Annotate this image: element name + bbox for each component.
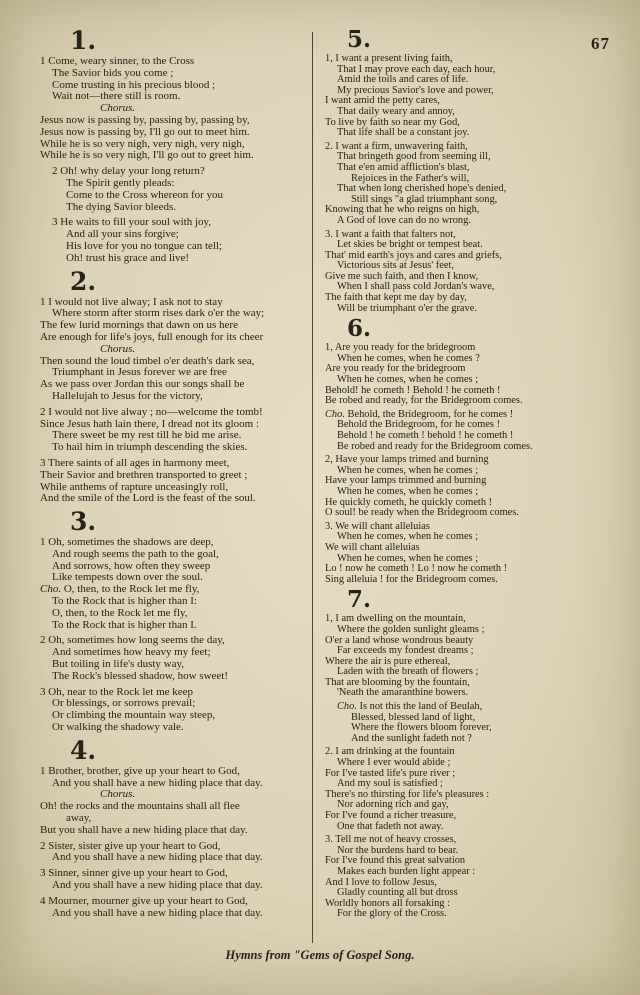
hymn-line: Since Jesus hath lain there, I dread not its gloom : bbox=[40, 417, 260, 430]
hymn-line: And the sunlight fadeth not ? bbox=[351, 732, 472, 744]
stanza bbox=[325, 230, 620, 315]
hymn-number: 5. bbox=[347, 26, 372, 53]
hymn-line: Are enough for life's joys, full enough for its cheer bbox=[40, 330, 264, 343]
stanza bbox=[325, 614, 620, 699]
hymn-line: When he comes, when he comes ; bbox=[337, 374, 479, 386]
hymn-line: And I love to follow Jesus, bbox=[325, 876, 437, 888]
hymn-line: 1 Oh, sometimes the shadows are deep, bbox=[40, 536, 214, 549]
hymn-line: While anthems of rapture unceasingly roll, bbox=[40, 480, 229, 493]
hymn-line: There's no thirsting for life's pleasures : bbox=[325, 788, 490, 800]
hymn-line: Behold! he cometh ! Behold ! he cometh ! bbox=[325, 384, 501, 396]
hymn-line: When I shall pass cold Jordan's wave, bbox=[337, 281, 495, 293]
hymn-line: That life shall be a constant joy. bbox=[337, 127, 470, 139]
chorus-label: Chorus. bbox=[100, 102, 136, 115]
hymn-line: When he comes, when he comes ; bbox=[337, 485, 479, 497]
stanza bbox=[40, 896, 302, 920]
hymn-number: 6. bbox=[347, 315, 372, 343]
hymn-line: 2 I would not live alway ; no—welcome the tomb! bbox=[40, 405, 263, 418]
hymn-line: 'Neath the amaranthine bowers. bbox=[337, 687, 469, 699]
hymn-line: Their Savior and brethren transported to greet ; bbox=[40, 468, 248, 481]
hymn-line: That' mid earth's joys and cares and griefs, bbox=[325, 249, 502, 261]
columns-container bbox=[40, 26, 620, 943]
footer-caption: Hymns from "Gems of Gospel Song. bbox=[225, 948, 415, 962]
hymn-line: Oh! the rocks and the mountains shall all flee bbox=[40, 800, 240, 813]
hymn-line: Rejoices in the Father's will, bbox=[351, 172, 470, 184]
hymn-line: For the glory of the Cross. bbox=[337, 908, 447, 920]
stanza bbox=[40, 458, 302, 505]
hymn-line: When he comes, when he comes ; bbox=[337, 531, 479, 543]
hymn-line: The Rock's blessed shadow, how sweet! bbox=[52, 669, 229, 682]
hymn-line: Give me such faith, and then I know, bbox=[325, 270, 479, 282]
hymn-line: Let skies be bright or tempest beat. bbox=[337, 239, 483, 251]
hymn-line: That e'en amid affliction's blast, bbox=[337, 161, 470, 173]
hymn-line: And you shall have a new hiding place that day. bbox=[52, 776, 263, 789]
hymn-number: 1. bbox=[70, 26, 97, 55]
hymn-line: 1, I want a present living faith, bbox=[325, 53, 453, 64]
stanza bbox=[325, 343, 620, 407]
hymn-line: 2. I am drinking at the fountain bbox=[325, 746, 455, 758]
hymn-line: That bringeth good from seeming ill, bbox=[337, 151, 491, 163]
hymn-line: Where the air is pure ethereal, bbox=[325, 655, 451, 667]
chorus-abbrev: Cho. bbox=[337, 701, 360, 713]
hymn-line: The Savior bids you come ; bbox=[52, 66, 174, 79]
hymn-line: O soul! be ready when the Bridegroom comes. bbox=[325, 507, 519, 519]
hymn-line: When he comes, when he comes ? bbox=[337, 352, 480, 364]
chorus-abbrev: Cho. bbox=[40, 583, 64, 596]
hymn-line: That are blooming by the fountain, bbox=[325, 676, 470, 688]
hymn-line: Be robed and ready for the Bridegroom comes. bbox=[337, 440, 533, 452]
hymn-line: 2. I want a firm, unwavering faith, bbox=[325, 140, 468, 152]
hymn-line: 3 Sinner, sinner give up your heart to God, bbox=[40, 867, 228, 880]
hymn-line: To the Rock that is higher than I: bbox=[52, 595, 197, 608]
hymn-line: Where the flowers bloom forever, bbox=[351, 722, 492, 734]
hymn-line: Lo ! now he cometh ! Lo ! now he cometh ! bbox=[325, 563, 508, 575]
stanza bbox=[40, 56, 302, 162]
hymn-line: When he comes, when he comes ; bbox=[337, 552, 479, 564]
stanza bbox=[40, 868, 302, 892]
hymn-line: The faith that kept me day by day, bbox=[325, 292, 467, 304]
hymn-line: 2 Oh, sometimes how long seems the day, bbox=[40, 634, 225, 647]
hymn-line: A God of love can do no wrong. bbox=[337, 214, 471, 226]
hymn-line: The Spirit gently pleads: bbox=[66, 176, 175, 189]
hymn-line: To the Rock that is higher than I. bbox=[52, 618, 197, 631]
hymn-line: 3 Oh, near to the Rock let me keep bbox=[40, 685, 194, 698]
hymn-line: Or walking the shadowy vale. bbox=[52, 721, 184, 734]
hymn-line: There sweet be my rest till he bid me arise. bbox=[52, 429, 242, 442]
hymn-line: Amid the toils and cares of life. bbox=[337, 74, 469, 86]
hymn-line: 3. We will chant alleluias bbox=[325, 520, 430, 532]
hymn-line: His love for you no tongue can tell; bbox=[66, 239, 223, 252]
hymn-line: Hallelujah to Jesus for the victory, bbox=[52, 389, 203, 402]
hymn-line: That daily weary and annoy, bbox=[337, 105, 455, 117]
hymn-line: Then sound the loud timbel o'er death's dark sea, bbox=[40, 354, 255, 367]
hymn-line: My precious Savior's love and power, bbox=[337, 84, 494, 96]
hymn-line: For I've found a richer treasure, bbox=[325, 810, 457, 821]
hymn-line: Jesus now is passing by, passing by, passing by, bbox=[40, 113, 250, 126]
hymn-line: 1 Brother, brother, give up your heart to God, bbox=[40, 764, 240, 777]
hymn-line: But you shall have a new hiding place that day. bbox=[40, 823, 248, 836]
hymn-line: Laden with the breath of flowers ; bbox=[337, 666, 479, 678]
hymn-line: And rough seems the path to the goal, bbox=[52, 547, 219, 560]
hymn-line: Oh! trust his grace and live! bbox=[66, 251, 190, 264]
stanza bbox=[40, 841, 302, 865]
hymn-line: O, then, to the Rock let me fly, bbox=[52, 606, 188, 619]
chorus-label: Chorus. bbox=[100, 788, 136, 801]
hymn-number: 4. bbox=[70, 735, 97, 765]
hymn-line: 1, Are you ready for the bridegroom bbox=[325, 342, 476, 354]
page-number: 67 bbox=[591, 34, 610, 53]
hymn-line: 1 Come, weary sinner, to the Cross bbox=[40, 55, 195, 67]
hymn-line: 2 Oh! why delay your long return? bbox=[52, 165, 205, 178]
hymn-line: Cho. Behold, the Bridegroom, for he comes ! bbox=[325, 408, 514, 420]
hymn-line: 3. Tell me not of heavy crosses, bbox=[325, 834, 457, 846]
hymn-line: Worldly honors all forsaking : bbox=[325, 897, 450, 909]
chorus-abbrev: Cho. bbox=[325, 408, 348, 420]
hymn-line: 3. I want a faith that falters not, bbox=[325, 228, 456, 240]
hymn-line: Behold the Bridegroom, for he comes ! bbox=[337, 419, 501, 431]
hymn-line: To live by faith so near my God, bbox=[325, 116, 460, 128]
chorus-label: Chorus. bbox=[100, 342, 136, 355]
hymn-line: When he comes, when he comes ; bbox=[337, 464, 479, 476]
hymn-line: Makes each burden light appear : bbox=[337, 865, 476, 877]
hymn-line: That I may prove each day, each hour, bbox=[337, 63, 496, 75]
hymn-line: Victorious sits at Jesus' feet, bbox=[337, 260, 454, 272]
hymn-line: Come to the Cross whereon for you bbox=[66, 188, 224, 201]
hymn-line: Gladly counting all but dross bbox=[337, 887, 458, 899]
hymn-line: 1, I am dwelling on the mountain, bbox=[325, 613, 466, 625]
hymn-line: Have your lamps trimmed and burning bbox=[325, 475, 487, 487]
hymn-line: As we pass over Jordan this our songs shall be bbox=[40, 378, 245, 391]
stanza bbox=[40, 537, 302, 631]
hymn-line: Where I ever would abide ; bbox=[337, 757, 451, 769]
hymn-line: That when long cherished hope's denied, bbox=[337, 183, 507, 195]
hymn-line: The dying Savior bleeds. bbox=[66, 200, 176, 213]
hymn-line: Cho. O, then, to the Rock let me fly, bbox=[40, 583, 200, 596]
hymn-line: I want amid the petty cares, bbox=[325, 95, 440, 107]
hymn-number: 3. bbox=[70, 507, 97, 537]
hymn-line: away, bbox=[66, 812, 92, 825]
hymn-line: Far exceeds my fondest dreams ; bbox=[337, 645, 474, 657]
hymn-line: Are you ready for the bridegroom bbox=[325, 363, 466, 375]
hymn-line: 2 Sister, sister give up your heart to God, bbox=[40, 839, 221, 852]
hymn-line: 4 Mourner, mourner give up your heart to God, bbox=[40, 894, 248, 907]
right-column bbox=[325, 26, 620, 943]
hymn-line: Come trusting in his precious blood ; bbox=[52, 78, 216, 91]
hymn-line: And you shall have a new hiding place that day. bbox=[52, 851, 263, 864]
hymn-line: Blessed, blessed land of light, bbox=[351, 711, 476, 723]
stanza bbox=[325, 410, 620, 452]
stanza bbox=[40, 217, 302, 264]
hymn-line: Triumphant in Jesus forever we are free bbox=[52, 366, 227, 379]
hymn-line: Where storm after storm rises dark o'er the way; bbox=[52, 307, 265, 320]
stanza bbox=[40, 766, 302, 837]
hymn-line: While he is so very nigh, very nigh, very nigh, bbox=[40, 137, 245, 150]
hymn-line: Will be triumphant o'er the grave. bbox=[337, 302, 477, 314]
stanza bbox=[325, 54, 620, 139]
stanza bbox=[325, 142, 620, 227]
stanza bbox=[40, 407, 302, 454]
hymn-line: And the smile of the Lord is the feast of the soul. bbox=[40, 492, 256, 505]
hymn-line: Like tempests down over the soul. bbox=[52, 571, 203, 584]
hymn-line: O'er a land whose wondrous beauty bbox=[325, 634, 474, 646]
stanza bbox=[325, 835, 620, 920]
column-divider bbox=[312, 32, 313, 943]
hymn-line: Be robed and ready, for the Bridegroom comes. bbox=[325, 395, 523, 407]
hymn-line: 3 There saints of all ages in harmony meet, bbox=[40, 456, 230, 469]
hymn-line: And all your sins forgive; bbox=[66, 228, 179, 241]
hymn-line: Sing alleluia ! for the Bridegroom comes. bbox=[325, 573, 498, 585]
hymn-line: And sorrows, how often they sweep bbox=[52, 559, 211, 572]
stanza bbox=[325, 702, 620, 744]
hymn-line: 3 He waits to fill your soul with joy, bbox=[52, 216, 212, 229]
hymn-line: But toiling in life's dusty way, bbox=[52, 658, 185, 671]
hymn-number: 7. bbox=[347, 586, 372, 614]
left-column bbox=[40, 26, 302, 943]
hymn-line: Knowing that he who reigns on high, bbox=[325, 204, 480, 216]
hymn-line: Or climbing the mountain way steep, bbox=[52, 709, 216, 722]
hymn-line: Where the golden sunlight gleams ; bbox=[337, 623, 485, 635]
stanza bbox=[325, 522, 620, 586]
hymn-line: Or blessings, or sorrows prevail; bbox=[52, 697, 196, 710]
stanza bbox=[40, 166, 302, 213]
stanza bbox=[40, 635, 302, 682]
hymn-line: We will chant alleluias bbox=[325, 541, 420, 553]
hymn-line: The few lurid mornings that dawn on us here bbox=[40, 319, 238, 332]
hymn-line: Wait not—there still is room. bbox=[52, 90, 181, 103]
hymn-line: And you shall have a new hiding place that day. bbox=[52, 879, 263, 892]
stanza bbox=[325, 455, 620, 519]
hymn-line: While he is so very nigh, I'll go out to greet him. bbox=[40, 149, 254, 162]
hymn-line: Behold ! he cometh ! behold ! he cometh ! bbox=[337, 430, 514, 441]
hymn-line: One that fadeth not away. bbox=[337, 820, 444, 832]
hymn-line: To hail him in triumph descending the skies. bbox=[52, 441, 248, 454]
hymn-line: He quickly cometh, he quickly cometh ! bbox=[325, 496, 493, 508]
hymn-line: And my soul is satisfied ; bbox=[337, 778, 443, 790]
hymn-line: Still sings "a glad triumphant song, bbox=[351, 193, 498, 205]
hymn-line: 2, Have your lamps trimed and burning bbox=[325, 454, 489, 466]
hymn-number: 2. bbox=[70, 266, 97, 296]
stanza bbox=[40, 687, 302, 734]
hymn-line: And you shall have a new hiding place that day. bbox=[52, 906, 263, 919]
stanza bbox=[325, 747, 620, 832]
hymn-line: For I've tasted life's pure river ; bbox=[325, 767, 456, 779]
hymn-line: Jesus now is passing by, I'll go out to meet him. bbox=[40, 125, 250, 138]
hymn-line: Cho. Is not this the land of Beulah, bbox=[337, 701, 483, 713]
hymn-line: And sometimes how heavy my feet; bbox=[52, 646, 211, 659]
hymn-line: 1 I would not live alway; I ask not to stay bbox=[40, 295, 223, 308]
hymn-line: Nor the burdens hard to bear. bbox=[337, 844, 459, 856]
hymn-line: Nor adorning rich and gay, bbox=[337, 799, 449, 811]
stanza bbox=[40, 297, 302, 403]
hymn-line: For I've found this great salvation bbox=[325, 855, 466, 867]
